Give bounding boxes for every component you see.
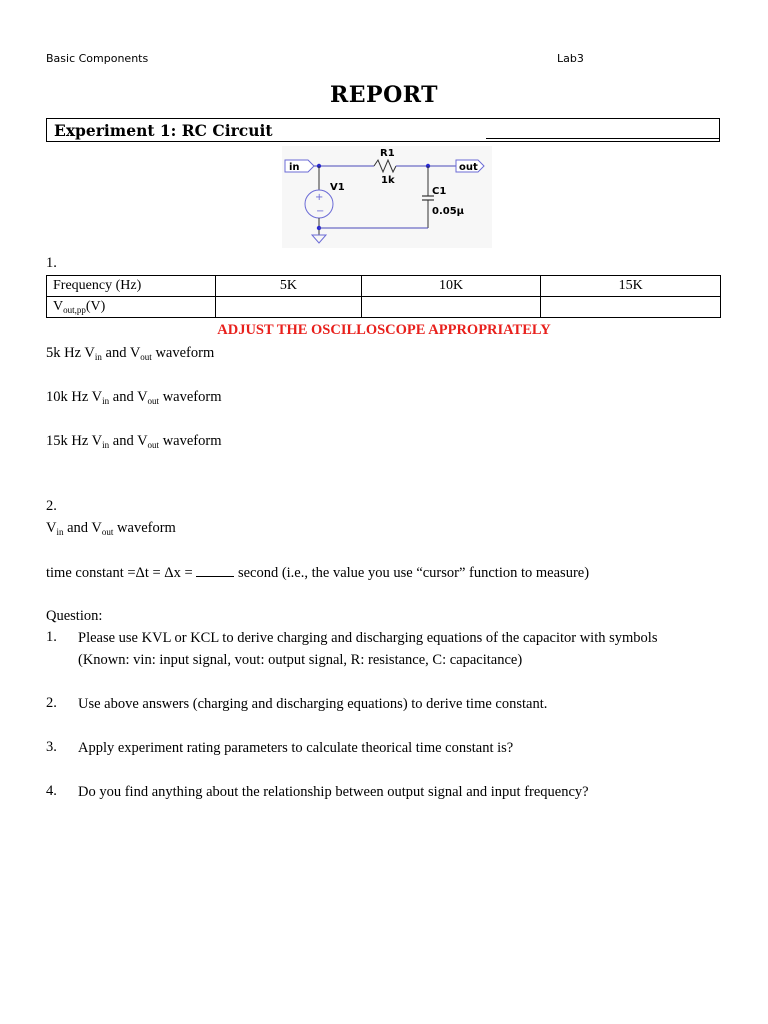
question-3-number: 3. [46,739,57,755]
table-input-cell-10k[interactable] [361,297,541,318]
table-header-cell: 15K [541,276,721,297]
table-row [47,297,721,318]
waveform-label-section-2: $V_{in}$ and $V_{out}$ waveform [46,520,176,537]
r1-value: 1k [381,175,395,186]
r1-name: R1 [380,148,395,159]
table-header-cell: 10K [361,276,541,297]
question-3-text: Apply experiment rating parameters to calculate theorical time constant is? [78,740,514,756]
experiment-header-box [46,118,720,142]
c1-value: 0.05μ [432,206,465,217]
table-row-label-frequency: Frequency (Hz) [47,276,216,297]
question-1-text: Please use KVL or KCL to derive charging and discharging equations of the capacitor with symbols (Known: vin: input signal, vout: output signal, R: resistance, C: capacitance) [78,630,658,668]
question-4-number: 4. [46,783,57,799]
question-4-text: Do you find anything about the relationship between output signal and input frequency? [78,784,589,800]
time-constant-blank[interactable] [196,564,234,577]
oscilloscope-warning: ADJUST THE OSCILLOSCOPE APPROPRIATELY [217,322,551,338]
rc-circuit-diagram [282,146,492,248]
in-port-label: in [289,162,300,173]
v1-minus-sign: − [316,206,325,217]
v1-plus-sign: + [315,192,324,203]
header-right: Lab3 [557,52,584,65]
experiment-underline-right [486,138,720,139]
vout-symbol: V [53,299,64,314]
question-heading: Question: [46,608,103,624]
table-header-cell: 5K [216,276,362,297]
time-constant-line: time constant =Δt = Δx = second (i.e., the value you use “cursor” function to measure) [46,565,590,581]
section-1-number: 1. [46,255,57,271]
experiment-title: Experiment 1: RC Circuit [54,121,273,140]
table-row [47,276,721,297]
table-input-cell-5k[interactable] [216,297,362,318]
frequency-table [46,275,721,318]
question-2-number: 2. [46,695,57,711]
waveform-label-5k: 5k Hz $V_{in}$ and $V_{out}$ waveform [46,345,215,362]
question-1-number: 1. [46,629,57,645]
section-2-number: 2. [46,498,57,514]
question-2-text: Use above answers (charging and discharging equations) to derive time constant. [78,696,548,712]
v1-name: V1 [330,182,345,193]
vout-unit: (V) [85,299,106,314]
table-input-cell-15k[interactable] [541,297,721,318]
report-title: REPORT [329,82,439,108]
out-port-label: out [459,162,478,173]
table-row-label-vout [47,297,216,318]
c1-name: C1 [432,186,447,197]
header-left: Basic Components [46,52,149,65]
waveform-label-15k: 15k Hz $V_{in}$ and $V_{out}$ waveform [46,433,222,450]
vout-subscript: out,pp [63,305,86,315]
waveform-label-10k: 10k Hz $V_{in}$ and $V_{out}$ waveform [46,389,222,406]
